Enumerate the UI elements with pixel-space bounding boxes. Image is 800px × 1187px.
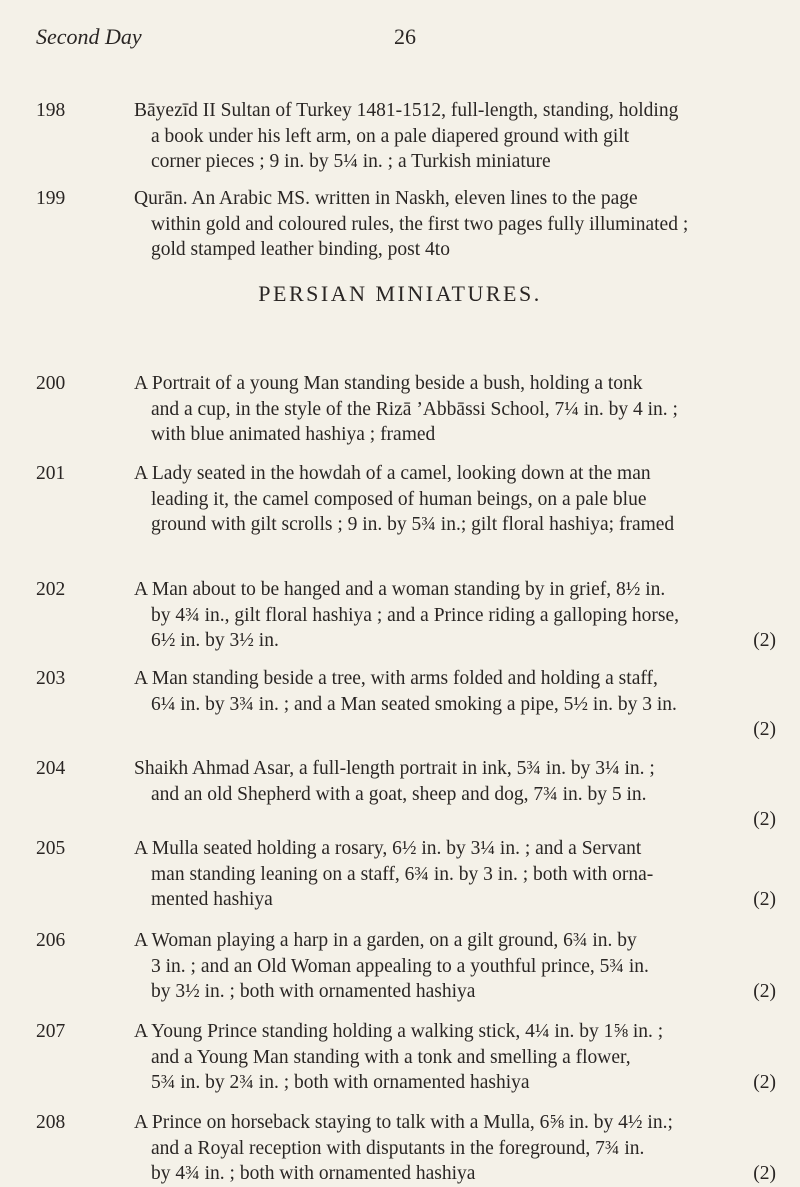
description-line: A Woman playing a harp in a garden, on a gilt ground, 6¾ in. by bbox=[134, 930, 637, 951]
description-line: 5¾ in. by 2¾ in. ; both with ornamented hashiya (2) bbox=[134, 1070, 776, 1096]
lot-entry bbox=[36, 1110, 776, 1187]
lot-quantity: (2) bbox=[753, 630, 776, 651]
running-head: Second Day bbox=[36, 24, 142, 49]
lot-entry bbox=[36, 666, 776, 743]
lot-entry bbox=[36, 186, 776, 263]
lot-entry bbox=[36, 577, 776, 654]
description-line: 3 in. ; and an Old Woman appealing to a youthful prince, 5¾ in. bbox=[151, 955, 649, 977]
description-line: and a Young Man standing with a tonk and smelling a flower, bbox=[151, 1046, 631, 1068]
description-line: by 4¾ in., gilt floral hashiya ; and a Prince riding a galloping horse, bbox=[151, 604, 680, 626]
lot-description bbox=[134, 666, 776, 743]
description-line: A Mulla seated holding a rosary, 6½ in. by 3¼ in. ; and a Servant bbox=[134, 838, 642, 859]
lot-quantity: (2) bbox=[753, 1163, 776, 1184]
lot-quantity: (2) bbox=[753, 1072, 776, 1093]
lot-number: 206 bbox=[36, 930, 66, 951]
lot-description bbox=[134, 186, 776, 263]
description-line: and a cup, in the style of the Rizā ’Abbāssi School, 7¼ in. by 4 in. ; bbox=[151, 398, 678, 420]
description-line: A Young Prince standing holding a walking stick, 4¼ in. by 1⅝ in. ; bbox=[134, 1021, 664, 1042]
lot-entry bbox=[36, 371, 776, 448]
lot-number: 198 bbox=[36, 100, 66, 121]
lot-number: 207 bbox=[36, 1021, 66, 1042]
description-line: leading it, the camel composed of human beings, on a pale blue bbox=[151, 488, 647, 510]
lot-entry bbox=[36, 756, 776, 833]
lot-entry bbox=[36, 1019, 776, 1096]
lot-number: 202 bbox=[36, 579, 66, 600]
lot-description bbox=[134, 836, 776, 913]
lot-description bbox=[134, 371, 776, 448]
lot-description bbox=[134, 98, 776, 175]
lot-entry bbox=[36, 836, 776, 913]
description-line: and an old Shepherd with a goat, sheep and dog, 7¾ in. by 5 in. bbox=[151, 783, 647, 805]
lot-description bbox=[134, 577, 776, 654]
description-line: Shaikh Ahmad Asar, a full-length portrait in ink, 5¾ in. by 3¼ in. ; bbox=[134, 758, 655, 779]
page-number: 26 bbox=[394, 24, 416, 49]
description-line: 6½ in. by 3½ in. (2) bbox=[134, 628, 776, 654]
description-line: by 4¾ in. ; both with ornamented hashiya (2) bbox=[134, 1161, 776, 1187]
description-line: A Man about to be hanged and a woman standing by in grief, 8½ in. bbox=[134, 579, 666, 600]
lot-description bbox=[134, 461, 776, 538]
description-line: mented hashiya (2) bbox=[134, 887, 776, 913]
description-line: gold stamped leather binding, post 4to bbox=[151, 239, 450, 260]
section-title: PERSIAN MINIATURES. bbox=[258, 281, 542, 306]
description-line: A Lady seated in the howdah of a camel, looking down at the man bbox=[134, 463, 651, 484]
lot-number: 199 bbox=[36, 188, 66, 209]
lot-entry bbox=[36, 928, 776, 1005]
lot-number: 204 bbox=[36, 758, 66, 779]
description-line: a book under his left arm, on a pale diapered ground with gilt bbox=[151, 125, 630, 147]
description-line: 6¼ in. by 3¾ in. ; and a Man seated smoking a pipe, 5½ in. by 3 in. bbox=[151, 693, 677, 715]
lot-description bbox=[134, 928, 776, 1005]
description-line: man standing leaning on a staff, 6¾ in. by 3 in. ; both with orna- bbox=[151, 863, 654, 885]
description-line: Bāyezīd II Sultan of Turkey 1481-1512, full-length, standing, holding bbox=[134, 100, 679, 121]
lot-description bbox=[134, 1110, 776, 1187]
lot-entry bbox=[36, 98, 776, 175]
lot-number: 201 bbox=[36, 463, 66, 484]
lot-description bbox=[134, 1019, 776, 1096]
lot-quantity: (2) bbox=[753, 981, 776, 1002]
description-line: corner pieces ; 9 in. by 5¼ in. ; a Turkish miniature bbox=[151, 151, 551, 172]
description-line: A Man standing beside a tree, with arms folded and holding a staff, bbox=[134, 668, 658, 689]
page-header bbox=[36, 24, 776, 64]
description-line: Qurān. An Arabic MS. written in Naskh, eleven lines to the page bbox=[134, 188, 638, 209]
description-line: A Portrait of a young Man standing beside a bush, holding a tonk bbox=[134, 373, 643, 394]
lot-number: 205 bbox=[36, 838, 66, 859]
lot-description bbox=[134, 756, 776, 833]
lot-quantity: (2) bbox=[753, 809, 776, 830]
description-line: with blue animated hashiya ; framed bbox=[151, 424, 436, 445]
lot-quantity: (2) bbox=[753, 889, 776, 910]
description-line: by 3½ in. ; both with ornamented hashiya (2) bbox=[134, 979, 776, 1005]
description-line: and a Royal reception with disputants in the foreground, 7¾ in. bbox=[151, 1137, 645, 1159]
description-line: A Prince on horseback staying to talk with a Mulla, 6⅝ in. by 4½ in.; bbox=[134, 1112, 673, 1133]
description-line: within gold and coloured rules, the first two pages fully illuminated ; bbox=[151, 213, 689, 235]
lot-number: 203 bbox=[36, 668, 66, 689]
lot-entry bbox=[36, 461, 776, 538]
lot-number: 200 bbox=[36, 373, 66, 394]
lot-number: 208 bbox=[36, 1112, 66, 1133]
description-line: ground with gilt scrolls ; 9 in. by 5¾ in.; gilt floral hashiya; framed bbox=[151, 514, 675, 535]
lot-quantity: (2) bbox=[753, 719, 776, 740]
